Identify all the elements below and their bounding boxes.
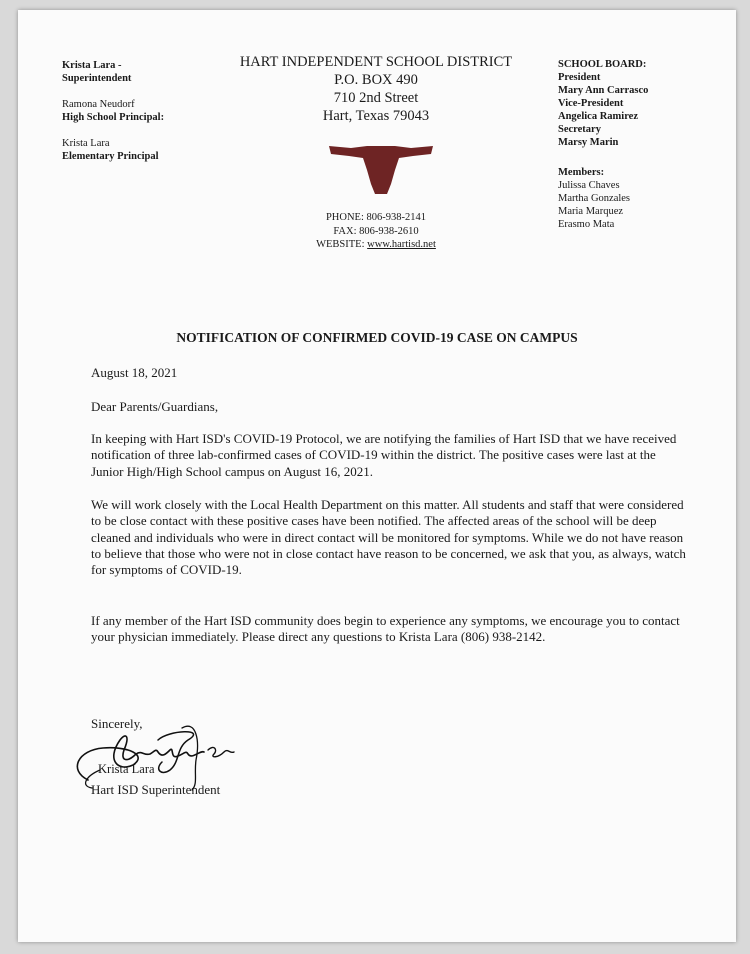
admin-entry [62, 59, 164, 85]
district-street: 710 2nd Street [333, 90, 419, 106]
contact-info [271, 211, 481, 252]
admin-name: Ramona Neudorf [62, 99, 135, 110]
letter-page [18, 10, 736, 942]
admin-role: Superintendent [62, 73, 132, 84]
website-line [271, 238, 481, 252]
admin-entry [62, 137, 164, 163]
longhorn-logo-icon [329, 140, 433, 198]
signer-title: Hart ISD Superintendent [91, 782, 221, 797]
school-board-list [558, 58, 648, 231]
letter-title: NOTIFICATION OF CONFIRMED COVID-19 CASE ON CAMPUS [176, 330, 578, 345]
president-name: Mary Ann Carrasco [558, 85, 649, 96]
website-link[interactable]: www.hartisd.net [367, 239, 436, 250]
letter-greeting: Dear Parents/Guardians, [91, 399, 219, 414]
vice-president-name: Angelica Ramirez [558, 111, 638, 122]
letter-paragraph: If any member of the Hart ISD community does begin to experience any symptoms, we encourage you to contact your physician immediately. Please direct any questions to Krista Lara (806) 938-2142. [91, 613, 680, 645]
secretary-label: Secretary [558, 124, 601, 135]
board-member: Martha Gonzales [558, 193, 631, 204]
admin-name: Krista Lara - [62, 60, 122, 71]
board-member: Maria Marquez [558, 206, 624, 217]
letter-date: August 18, 2021 [91, 365, 178, 380]
phone-number: PHONE: 806-938-2141 [325, 212, 427, 223]
admin-role: Elementary Principal [62, 151, 159, 162]
district-po-box: P.O. BOX 490 [334, 72, 418, 88]
president-label: President [558, 72, 601, 83]
admin-name: Krista Lara [62, 138, 110, 149]
district-name: HART INDEPENDENT SCHOOL DISTRICT [239, 54, 513, 70]
website-label: WEBSITE: [316, 239, 365, 250]
board-member: Erasmo Mata [558, 219, 615, 230]
secretary-name: Marsy Marin [558, 137, 619, 148]
district-city: Hart, Texas 79043 [322, 108, 430, 124]
board-member: Julissa Chaves [558, 180, 620, 191]
administration-list [62, 59, 164, 176]
board-heading: SCHOOL BOARD: [558, 59, 647, 70]
admin-entry [62, 98, 164, 124]
fax-number: FAX: 806-938-2610 [333, 225, 419, 237]
members-heading: Members: [558, 167, 605, 178]
letter-closing: Sincerely, [91, 716, 143, 731]
admin-role: High School Principal: [62, 112, 165, 123]
district-address [221, 53, 531, 125]
signer-name: Krista Lara [98, 762, 155, 776]
vice-president-label: Vice-President [558, 98, 624, 109]
letter-paragraph: In keeping with Hart ISD's COVID-19 Protocol, we are notifying the families of Hart ISD that we have received notification of three lab-confirmed cases of COVID-19 within the district. The positive cases were last at the Junior High/High School campus on August 16, 2021. [91, 431, 677, 479]
letter-paragraph: We will work closely with the Local Health Department on this matter. All students and staff that were considered to be close contact with these positive cases have been notified. The affected areas of the school will be deep cleaned and individuals who were in direct contact will be monitored for symptoms. While we do not have reason to believe that those who were not in close contact have reason to be concerned, we ask that you, as always, watch for symptoms of COVID-19. [91, 497, 686, 578]
